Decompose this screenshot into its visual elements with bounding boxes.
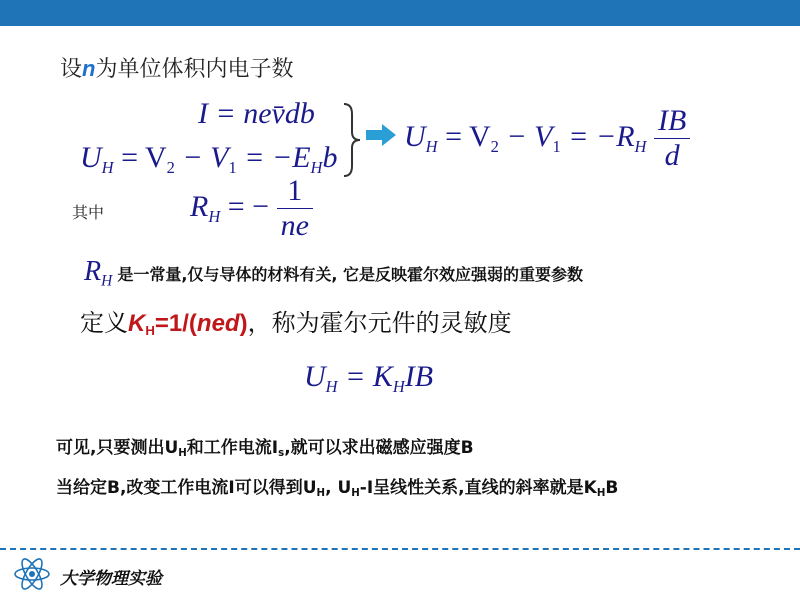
definition-k: K	[128, 310, 146, 337]
top-bar	[0, 0, 800, 26]
line1-b: 和工作电流I	[186, 438, 279, 458]
hall-right-num: IB	[654, 104, 690, 139]
hall-right-U: U	[404, 120, 426, 154]
hall-right-sub2: 2	[490, 136, 499, 156]
line2-b: , U	[325, 478, 352, 498]
definition-k-rest: =1/(	[154, 310, 197, 337]
footer-divider	[0, 548, 800, 550]
rh-equation	[190, 174, 313, 243]
rh-note-text: 是一常量,仅与导体的材料有关, 它是反映霍尔效应强弱的重要参数	[117, 265, 584, 284]
rh-fraction	[277, 174, 313, 243]
heading-var: n	[82, 56, 96, 81]
line2-sub1: H	[316, 488, 326, 500]
rh-num: 1	[277, 174, 313, 209]
hall-right-mid: = V	[437, 120, 491, 154]
hall-left-U: U	[80, 141, 102, 174]
line2-sub3: H	[596, 488, 606, 500]
uh-sub-H: H	[325, 376, 338, 396]
definition	[80, 303, 512, 338]
heading-post: 为单位体积内电子数	[95, 57, 294, 82]
line2-d: B	[605, 478, 619, 498]
hall-right-tail: = −R	[560, 120, 635, 154]
uh-tail: IB	[404, 360, 434, 393]
rh-R: R	[190, 190, 209, 224]
atom-icon	[12, 556, 52, 592]
where-label: 其中	[72, 203, 105, 222]
hall-left-tail: = −E	[236, 141, 311, 174]
uh-sub-H2: H	[392, 376, 405, 396]
hall-left-sub-H2: H	[310, 157, 323, 177]
right-arrow-icon	[366, 124, 396, 146]
line1-c: ,就可以求出磁感应强度B	[284, 438, 474, 458]
line1-a: 可见,只要测出U	[56, 438, 179, 458]
hall-right-den: d	[664, 139, 680, 172]
hall-right-minus: − V	[498, 120, 553, 154]
hall-left-minus: − V	[174, 141, 229, 174]
rh-sub: H	[208, 206, 221, 226]
line1-sub2: s	[278, 448, 285, 460]
line1-sub1: H	[178, 448, 187, 460]
hall-left-sub2: 2	[166, 157, 175, 177]
uh-eq: = K	[337, 360, 393, 393]
line2-c: -I呈线性关系,直线的斜率就是K	[359, 478, 597, 498]
rh-eq: = −	[220, 190, 270, 224]
hall-right-sub1: 1	[552, 136, 561, 156]
hall-left-sub1: 1	[228, 157, 237, 177]
rh-note-R: R	[84, 256, 102, 287]
definition-pre: 定义	[80, 309, 128, 337]
uh-formula	[304, 360, 433, 397]
rh-den: ne	[280, 209, 309, 242]
hall-equation-left	[80, 141, 337, 178]
body-line-1	[56, 433, 474, 459]
right-brace-icon	[340, 100, 364, 180]
hall-left-b: b	[322, 141, 338, 174]
hall-right-sub-H2: H	[634, 136, 647, 156]
uh-U: U	[304, 360, 326, 393]
body-line-2	[56, 473, 618, 499]
hall-left-sub-H: H	[101, 157, 114, 177]
line2-a: 当给定B,改变工作电流I可以得到U	[56, 478, 317, 498]
definition-ksub: H	[145, 322, 155, 338]
definition-post: ，称为霍尔元件的灵敏度	[247, 309, 512, 337]
current-equation	[198, 97, 315, 131]
definition-k-var: ned	[196, 310, 240, 337]
definition-k-close: )	[239, 310, 248, 337]
rh-note	[84, 256, 583, 290]
footer-title: 大学物理实验	[60, 569, 162, 589]
hall-equation-right	[404, 104, 690, 173]
heading-pre: 设	[60, 57, 83, 82]
current-equation-text: I = nev̄db	[198, 97, 315, 130]
hall-left-rest: = V	[113, 141, 167, 174]
hall-right-sub-H: H	[425, 136, 438, 156]
hall-right-fraction	[654, 104, 690, 173]
line2-sub2: H	[351, 488, 360, 500]
rh-note-sub: H	[101, 272, 113, 290]
heading	[60, 52, 293, 83]
